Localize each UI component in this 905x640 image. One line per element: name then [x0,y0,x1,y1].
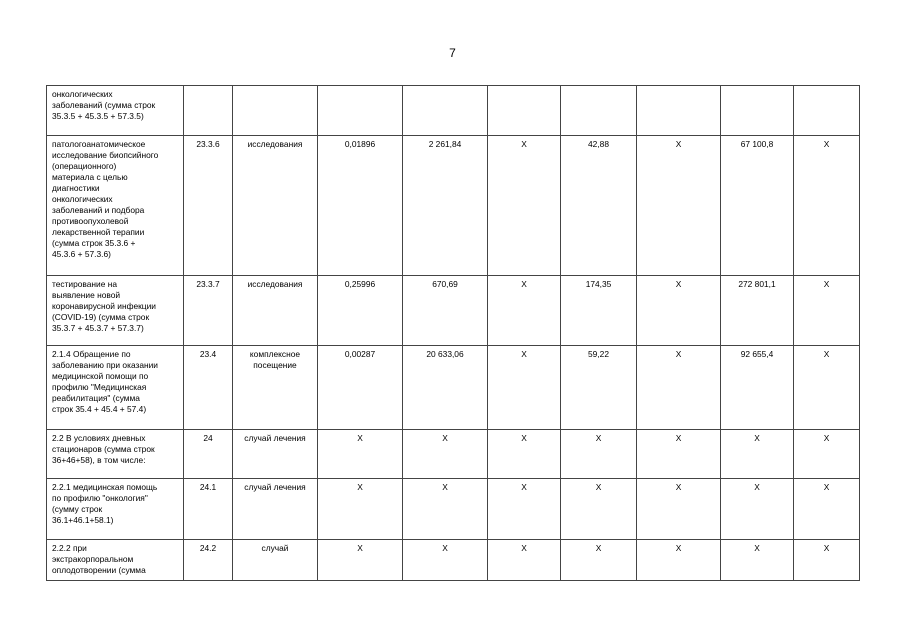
row-code-cell: 23.4 [184,346,233,430]
row-name-cell: 2.2.1 медицинская помощь по профилю "онкология" (сумму строк 36.1+46.1+58.1) [47,479,184,540]
table-row [47,86,860,136]
unit-cell: случай лечения [233,479,318,540]
value-cell [561,86,637,136]
table-row [47,540,860,581]
value-cell: 67 100,8 [721,136,794,276]
value-cell: X [561,430,637,479]
page-number: 7 [449,46,456,60]
row-code-cell: 24.2 [184,540,233,581]
value-cell: 0,25996 [318,276,403,346]
row-code-cell: 24.1 [184,479,233,540]
value-cell: X [794,136,860,276]
value-cell: X [794,479,860,540]
value-cell: X [488,430,561,479]
row-code-cell: 23.3.6 [184,136,233,276]
table-row [47,136,860,276]
value-cell: X [721,540,794,581]
row-name-cell: онкологических заболеваний (сумма строк 35.3.5 + 45.3.5 + 57.3.5) [47,86,184,136]
value-cell: X [488,346,561,430]
value-cell: 0,01896 [318,136,403,276]
value-cell: X [403,479,488,540]
value-cell [721,86,794,136]
row-code-cell [184,86,233,136]
value-cell [403,86,488,136]
table-row [47,430,860,479]
value-cell: X [794,430,860,479]
unit-cell: случай лечения [233,430,318,479]
value-cell: 174,35 [561,276,637,346]
row-name-cell: 2.2 В условиях дневных стационаров (сумма строк 36+46+58), в том числе: [47,430,184,479]
value-cell: X [637,430,721,479]
value-cell: X [488,540,561,581]
value-cell: 670,69 [403,276,488,346]
value-cell [794,86,860,136]
value-cell: X [637,136,721,276]
unit-cell: исследования [233,136,318,276]
value-cell: X [318,479,403,540]
value-cell: X [637,540,721,581]
value-cell: X [561,540,637,581]
value-cell: X [318,430,403,479]
row-name-cell: 2.2.2 при экстракорпоральном оплодотворении (сумма [47,540,184,581]
unit-cell [233,86,318,136]
unit-cell: исследования [233,276,318,346]
table-row [47,479,860,540]
row-code-cell: 24 [184,430,233,479]
value-cell: 0,00287 [318,346,403,430]
value-cell: 272 801,1 [721,276,794,346]
value-cell: X [794,276,860,346]
value-cell: X [403,430,488,479]
table-row [47,346,860,430]
value-cell [637,86,721,136]
row-name-cell: патологоанатомическое исследование биопсийного (операционного) материала с целью диагностики онкологических заболеваний и подбора противоопухолевой лекарственной терапии (сумма строк 35.3.6 + 45.3.6 + 57.3.6) [47,136,184,276]
value-cell: 42,88 [561,136,637,276]
value-cell: X [794,346,860,430]
row-name-cell: тестирование на выявление новой коронавирусной инфекции (COVID-19) (сумма строк 35.3.7 + 45.3.7 + 57.3.7) [47,276,184,346]
unit-cell: случай [233,540,318,581]
value-cell: 2 261,84 [403,136,488,276]
value-cell: X [794,540,860,581]
table-row [47,276,860,346]
value-cell [488,86,561,136]
value-cell: 59,22 [561,346,637,430]
value-cell: X [488,276,561,346]
data-table [46,85,860,581]
value-cell: X [403,540,488,581]
value-cell: X [637,479,721,540]
value-cell: X [488,136,561,276]
row-name-cell: 2.1.4 Обращение по заболеванию при оказании медицинской помощи по профилю "Медицинская реабилитация" (сумма строк 35.4 + 45.4 + 57.4) [47,346,184,430]
value-cell: X [721,430,794,479]
row-code-cell: 23.3.7 [184,276,233,346]
value-cell: X [721,479,794,540]
unit-cell: комплексное посещение [233,346,318,430]
value-cell: 92 655,4 [721,346,794,430]
value-cell: 20 633,06 [403,346,488,430]
value-cell [318,86,403,136]
value-cell: X [488,479,561,540]
value-cell: X [637,346,721,430]
value-cell: X [637,276,721,346]
value-cell: X [318,540,403,581]
value-cell: X [561,479,637,540]
